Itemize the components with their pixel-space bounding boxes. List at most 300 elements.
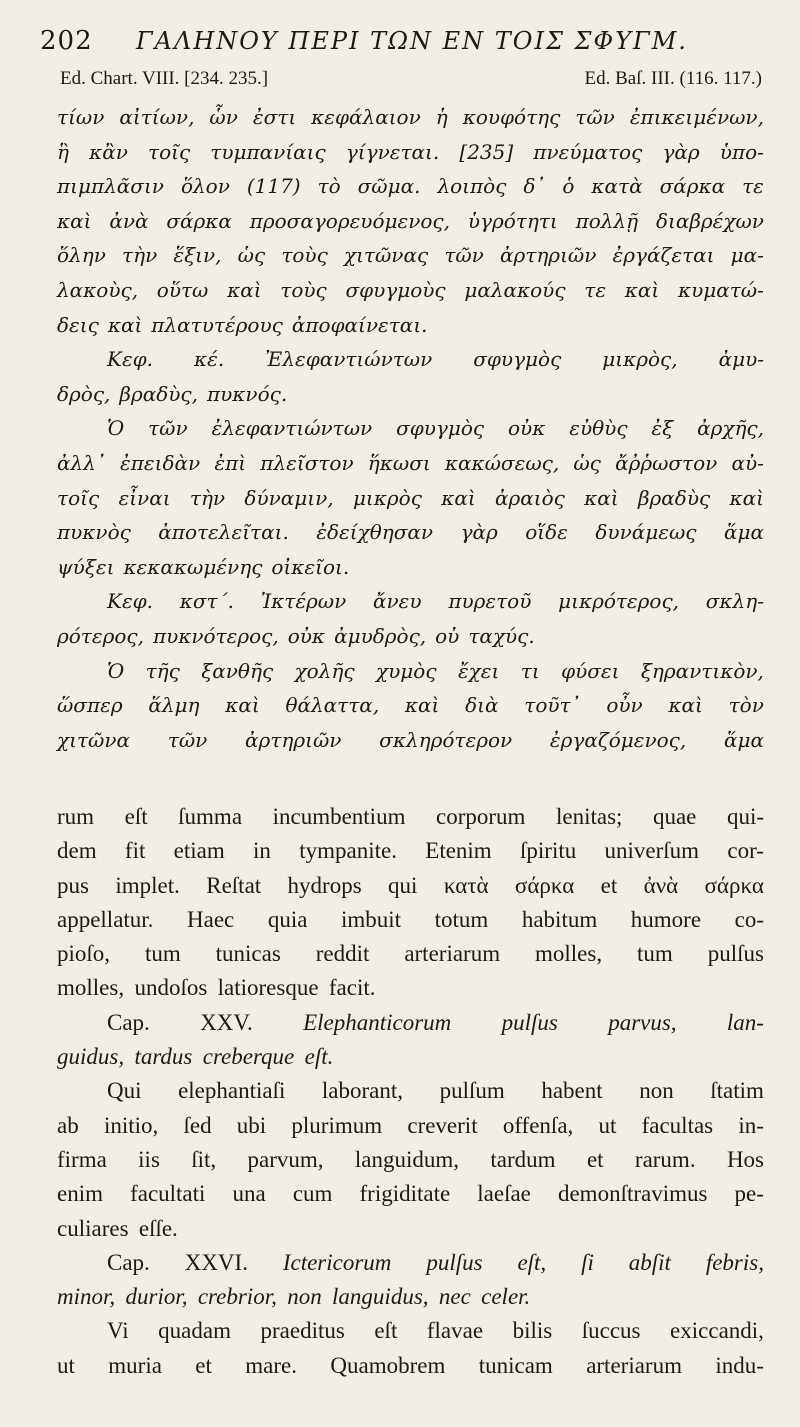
word: τίων	[57, 105, 105, 129]
word: λοιπὸς	[437, 174, 507, 199]
word: διαβρέχων	[655, 208, 764, 233]
word: totum	[434, 906, 489, 932]
word: minor,	[57, 1284, 116, 1310]
word: κατὰ	[591, 174, 643, 199]
word: Elephanticorum	[303, 1009, 452, 1035]
word: σάρκα	[704, 872, 764, 898]
word: οἰκεῖοι.	[271, 554, 350, 579]
word: ἀποφαίνεται.	[291, 312, 428, 337]
word: ἐπικειμένων,	[629, 105, 764, 129]
latin-text-line	[57, 1074, 764, 1108]
word: creberque	[202, 1044, 295, 1070]
word: exiccandi,	[670, 1318, 764, 1344]
word: Ὁ	[107, 658, 125, 683]
word: Ἐλεφαντιώντων	[265, 347, 433, 372]
word: τῶν	[167, 727, 208, 752]
word: δυνάμεως	[595, 520, 697, 545]
word: Haec	[187, 906, 235, 932]
word: imbuit	[340, 906, 402, 932]
word: καὶ	[227, 277, 262, 302]
latin-text-line	[57, 1109, 764, 1143]
edition-references	[60, 68, 762, 90]
latin-text-line	[57, 1212, 764, 1246]
word: ἄνευ	[373, 589, 422, 614]
greek-text-line	[57, 273, 764, 308]
word: implet.	[115, 872, 180, 898]
word: μαλακούς	[464, 277, 566, 302]
word: ταχύς.	[468, 623, 535, 648]
word: κἂν	[89, 139, 128, 164]
running-title: ΓΑΛΗΝΟΥ ΠΕΡΙ ΤΩΝ ΕΝ ΤΟΙΣ ΣΦΥΓΜ.	[136, 27, 688, 55]
word: πλατυτέρους	[151, 312, 283, 337]
word: pulſum	[439, 1078, 505, 1104]
word: frigiditate	[359, 1181, 451, 1207]
greek-text-block	[57, 100, 764, 757]
word: creverit	[407, 1112, 478, 1138]
word: κστ΄.	[179, 589, 234, 614]
latin-text-line	[57, 1280, 764, 1314]
word: ὑγρότητι	[467, 208, 558, 233]
word: Ἰκτέρων	[260, 589, 347, 614]
word: ἐστι	[252, 105, 297, 129]
greek-text-line	[57, 481, 764, 516]
greek-text-line	[57, 238, 764, 273]
word: τῶν	[148, 416, 188, 441]
word: εἶναι	[118, 485, 171, 510]
word: τῶν	[444, 243, 484, 268]
word: facultati	[130, 1181, 206, 1207]
word: πυκνὸς	[57, 520, 131, 545]
word: ut	[598, 1112, 617, 1138]
latin-text-line	[57, 1246, 764, 1280]
word: reddit	[315, 941, 370, 967]
word: οὐκ	[287, 623, 326, 648]
word: καὶ	[441, 485, 476, 510]
greek-text-line	[57, 308, 764, 343]
word: ὥσπερ	[57, 693, 123, 718]
word: tum	[637, 941, 673, 967]
word: σφυγμὸς	[396, 416, 485, 441]
word: in	[253, 838, 271, 864]
word: pulſus	[426, 1249, 483, 1275]
word: ſuccus	[581, 1318, 641, 1344]
word: ἡ	[435, 105, 448, 129]
word: molles,	[535, 941, 603, 967]
word: Cap.	[107, 1009, 150, 1035]
word: qui-	[726, 804, 764, 829]
word: χιτῶνας	[343, 243, 429, 268]
word: δρὸς,	[57, 381, 111, 406]
word: eſt	[124, 804, 148, 829]
greek-text-line	[57, 342, 764, 377]
word: habitum	[521, 906, 598, 932]
word: πυκνότερος,	[152, 623, 279, 648]
latin-text-line	[57, 903, 764, 937]
word: ut	[57, 1352, 75, 1378]
word: πυρετοῦ	[448, 589, 532, 614]
greek-text-line	[57, 446, 764, 481]
latin-text-line	[57, 869, 764, 903]
page-header	[40, 26, 764, 66]
word: κουφότης	[462, 105, 561, 129]
greek-text-line	[57, 377, 764, 412]
greek-text-line	[57, 584, 764, 619]
word: ἣ	[57, 139, 69, 164]
word: τοῖς	[57, 485, 100, 510]
word: elephantiaſi	[178, 1078, 286, 1104]
word: cum	[292, 1181, 333, 1207]
word: ἀνὰ	[109, 208, 149, 233]
word: αἰτίων,	[119, 105, 195, 129]
word: καὶ	[624, 277, 660, 302]
word: τοὺς	[281, 243, 328, 268]
word: ſit,	[191, 1146, 217, 1172]
word: initio,	[103, 1112, 159, 1138]
word: θάλαττα,	[285, 693, 380, 718]
word: Qui	[107, 1078, 142, 1104]
word: σῶμα.	[357, 174, 421, 199]
word: ſpiritu	[520, 838, 577, 864]
word: rum	[57, 804, 95, 829]
word: laborant,	[321, 1078, 404, 1104]
word: et	[586, 1146, 604, 1172]
word: lenitas;	[555, 804, 623, 829]
word: Vi	[107, 1318, 129, 1344]
word: σάρκα	[514, 872, 575, 898]
word: ſed	[183, 1112, 212, 1138]
greek-text-line	[57, 411, 764, 446]
word: τι	[520, 658, 540, 683]
word: [235]	[459, 139, 514, 164]
word: etiam	[173, 838, 225, 864]
word: πλεῖστον	[260, 450, 354, 475]
word: κατὰ	[443, 872, 489, 898]
word: πυκνός.	[207, 381, 288, 406]
word: flavae	[426, 1318, 484, 1344]
word: τοῦτ᾽	[524, 693, 581, 718]
word: rarum.	[634, 1146, 696, 1172]
word: σκληρότερον	[379, 727, 513, 752]
word: et	[600, 872, 618, 898]
word: co-	[734, 906, 764, 932]
word: Reſtat	[206, 872, 262, 898]
word: βραδὺς	[637, 485, 711, 510]
word: ſi	[581, 1249, 594, 1275]
word: τε	[584, 277, 607, 302]
word: Hos	[726, 1146, 764, 1172]
word: δ᾽	[523, 174, 546, 199]
word: οὐ	[435, 623, 460, 648]
edition-ref-basel: Ed. Baſ. III. (116. 117.)	[584, 68, 762, 89]
greek-text-line	[57, 550, 764, 585]
word: μικρότερος,	[558, 589, 680, 614]
word: facit.	[328, 975, 376, 1001]
word: ἀρτηριῶν	[500, 243, 597, 268]
word: σάρκα	[659, 174, 726, 199]
word: γίγνεται.	[345, 139, 440, 164]
word: guidus,	[57, 1044, 125, 1070]
word: enim	[57, 1181, 103, 1207]
word: ἀρτηριῶν	[245, 727, 342, 752]
word: pulſus	[707, 941, 764, 967]
latin-text-line	[57, 1040, 764, 1074]
word: καὶ	[668, 693, 703, 718]
word: καὶ	[57, 208, 92, 233]
word: τυμπανίαις	[210, 139, 326, 164]
word: Cap.	[107, 1249, 150, 1275]
word: latioresque	[217, 975, 319, 1001]
word: πολλῇ	[575, 208, 639, 233]
word: Quamobrem	[330, 1352, 446, 1378]
word: facultas	[641, 1112, 714, 1138]
word: ὁ	[562, 174, 575, 199]
word: languidum,	[354, 1146, 460, 1172]
word: ἅλμη	[148, 693, 200, 718]
word: τὴν	[189, 485, 226, 510]
word: μικρὸς	[352, 485, 422, 510]
word: καὶ	[225, 693, 260, 718]
word: κέ.	[194, 347, 225, 372]
word: tardum	[490, 1146, 556, 1172]
word: ἅμα	[723, 727, 764, 752]
word: arteriarum	[404, 941, 501, 967]
word: ἔχει	[457, 658, 500, 683]
word: ὧν	[209, 105, 238, 129]
word: Ictericorum	[282, 1249, 392, 1275]
word: χολῆς	[294, 658, 355, 683]
page-number: 202	[40, 26, 93, 56]
word: ὡς	[237, 243, 266, 268]
word: hydrops	[287, 872, 362, 898]
word: offenſa,	[502, 1112, 574, 1138]
word: οἵδε	[525, 520, 568, 545]
word: Etenim	[425, 838, 492, 864]
greek-text-line	[57, 204, 764, 239]
word: σκλη-	[705, 589, 764, 614]
word: ξηραντικὸν,	[640, 658, 764, 683]
word: ubi	[236, 1112, 267, 1138]
word: ἐξ	[651, 416, 674, 441]
word: κεκακωμένης	[123, 554, 263, 579]
word: Κεφ.	[107, 589, 154, 614]
word: ἀνὰ	[643, 872, 679, 898]
word: pus	[57, 872, 89, 898]
word: προσαγορευόμενος,	[249, 208, 450, 233]
greek-text-line	[57, 723, 764, 758]
word: qui	[388, 872, 418, 898]
word: μικρὸς,	[602, 347, 678, 372]
greek-text-line	[57, 169, 764, 204]
word: βραδὺς,	[119, 381, 198, 406]
word: μα-	[730, 243, 764, 268]
greek-text-line	[57, 515, 764, 550]
word: univerſum	[604, 838, 700, 864]
latin-text-line	[57, 1006, 764, 1040]
word: firma	[57, 1146, 107, 1172]
word: fit	[124, 838, 146, 864]
word: ἐπειδὰν	[120, 450, 201, 475]
word: laeſae	[477, 1181, 531, 1207]
word: καὶ	[107, 312, 143, 337]
word: καὶ	[729, 485, 764, 510]
word: plurimum	[291, 1112, 383, 1138]
word: pulſus	[501, 1009, 558, 1035]
greek-text-line	[57, 100, 764, 135]
word: ἀμυ-	[718, 347, 764, 372]
word: σφυγμὸς	[473, 347, 562, 372]
word: τὴν	[122, 243, 158, 268]
word: cor-	[727, 838, 764, 864]
word: arteriarum	[586, 1352, 682, 1378]
word: αὐ-	[731, 450, 764, 475]
word: (117)	[246, 174, 301, 199]
word: σάρκα	[166, 208, 232, 233]
word: ψύξει	[57, 554, 115, 579]
word: in-	[738, 1112, 764, 1138]
word: XXV.	[200, 1009, 253, 1035]
word: tunicas	[215, 941, 281, 967]
word: ἀμυδρὸς,	[334, 623, 427, 648]
word: ὅλον	[180, 174, 230, 199]
word: molles,	[57, 975, 125, 1001]
word: durior,	[125, 1284, 188, 1310]
word: parvum,	[247, 1146, 324, 1172]
word: quia	[267, 906, 308, 932]
word: tardus	[134, 1044, 193, 1070]
word: ſtatim	[710, 1078, 764, 1104]
word: XXVI.	[184, 1249, 248, 1275]
word: ὡς	[573, 450, 601, 475]
word: pe-	[734, 1181, 764, 1207]
word: eſſe.	[138, 1215, 178, 1241]
word: ἐπὶ	[214, 450, 247, 475]
word: οὐκ	[508, 416, 546, 441]
word: parvus,	[608, 1009, 677, 1035]
word: lan-	[726, 1009, 764, 1035]
word: bilis	[512, 1318, 553, 1344]
latin-text-line	[57, 1143, 764, 1177]
greek-text-line	[57, 654, 764, 689]
word: una	[232, 1181, 266, 1207]
word: eſt	[374, 1318, 398, 1344]
word: τε	[742, 174, 764, 199]
word: Ὁ	[107, 416, 125, 441]
latin-text-line	[57, 834, 764, 868]
latin-text-block	[57, 800, 764, 1383]
word: tum	[144, 941, 181, 967]
latin-text-line	[57, 1349, 764, 1383]
word: corporum	[436, 804, 526, 829]
word: muria	[108, 1352, 162, 1378]
edition-ref-chartier: Ed. Chart. VIII. [234. 235.]	[60, 68, 269, 89]
word: praeditus	[260, 1318, 345, 1344]
latin-text-line	[57, 937, 764, 971]
word: δύναμιν,	[244, 485, 334, 510]
word: κεφάλαιον	[311, 105, 421, 129]
word: ὅλην	[57, 243, 106, 268]
word: καὶ	[584, 485, 619, 510]
word: Κεφ.	[107, 347, 154, 372]
word: undoſos	[134, 975, 208, 1001]
word: culiares	[57, 1215, 129, 1241]
word: δεις	[57, 312, 99, 337]
word: διὰ	[465, 693, 499, 718]
word: ρότερος,	[57, 623, 144, 648]
word: ἀποτελεῖται.	[158, 520, 289, 545]
word: ξανθῆς	[201, 658, 274, 683]
word: τῶν	[575, 105, 615, 129]
word: ἐργάζεται	[612, 243, 715, 268]
word: τοῖς	[148, 139, 191, 164]
word: pioſo,	[57, 941, 111, 967]
word: καὶ	[404, 693, 440, 718]
latin-text-line	[57, 971, 764, 1005]
word: indu-	[715, 1352, 764, 1378]
word: humore	[630, 906, 702, 932]
word: eſt.	[304, 1044, 334, 1070]
latin-text-line	[57, 1314, 764, 1348]
word: φύσει	[561, 658, 620, 683]
word: οὕτω	[156, 277, 209, 302]
word: ἐργαζόμενος,	[549, 727, 687, 752]
word: tunicam	[478, 1352, 553, 1378]
word: ἅμα	[723, 520, 764, 545]
latin-text-line	[57, 800, 764, 834]
word: πιμπλᾶσιν	[57, 174, 164, 199]
word: σφυγμοὺς	[345, 277, 446, 302]
word: nec	[438, 1284, 471, 1310]
word: habent	[541, 1078, 603, 1104]
word: χυμὸς	[376, 658, 437, 683]
word: abſit	[628, 1249, 671, 1275]
word: τὸν	[728, 693, 764, 718]
word: λακοὺς,	[57, 277, 139, 302]
word: eſt,	[517, 1249, 547, 1275]
word: ἕξιν,	[173, 243, 222, 268]
word: πνεύματος	[533, 139, 643, 164]
word: γὰρ	[662, 139, 700, 164]
word: ἐλεφαντιώντων	[211, 416, 373, 441]
word: dem	[57, 838, 97, 864]
word: languidus,	[332, 1284, 429, 1310]
word: ὑπο-	[719, 139, 764, 164]
word: crebrior,	[197, 1284, 277, 1310]
word: ab	[57, 1112, 79, 1138]
word: ἀρχῆς,	[697, 416, 764, 441]
word: iis	[138, 1146, 160, 1172]
word: quadam	[158, 1318, 231, 1344]
word: κακώσεως,	[444, 450, 560, 475]
word: appellatur.	[57, 906, 154, 932]
word: incumbentium	[272, 804, 406, 829]
word: ἀραιὸς	[495, 485, 565, 510]
word: celer.	[481, 1284, 531, 1310]
word: tympanite.	[299, 838, 397, 864]
word: εὐθὺς	[569, 416, 628, 441]
word: quae	[652, 804, 697, 829]
word: ἀλλ᾽	[57, 450, 106, 475]
greek-text-line	[57, 135, 764, 170]
greek-text-line	[57, 619, 764, 654]
word: febris,	[705, 1249, 764, 1275]
word: γὰρ	[460, 520, 498, 545]
greek-text-line	[57, 688, 764, 723]
word: χιτῶνα	[57, 727, 130, 752]
word: τὸ	[317, 174, 341, 199]
word: mare.	[245, 1352, 297, 1378]
latin-text-line	[57, 1177, 764, 1211]
word: non	[287, 1284, 322, 1310]
